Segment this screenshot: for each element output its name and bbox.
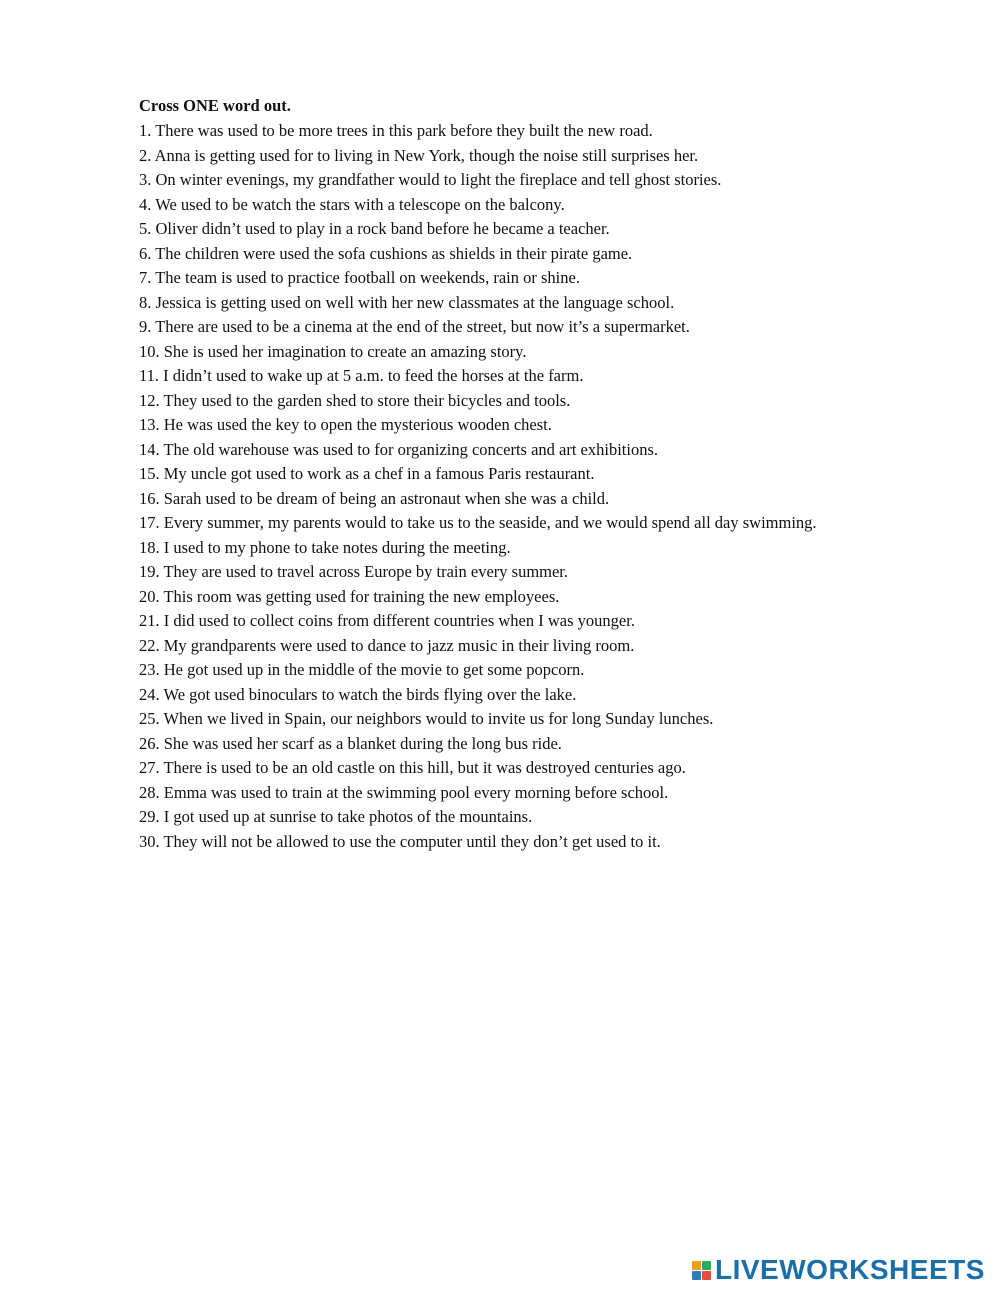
exercise-item: 26. She was used her scarf as a blanket during the long bus ride. — [139, 733, 562, 753]
exercise-item: 28. Emma was used to train at the swimming pool every morning before school. — [139, 782, 669, 802]
exercise-item: 12. They used to the garden shed to store their bicycles and tools. — [139, 390, 571, 410]
exercise-item: 27. There is used to be an old castle on this hill, but it was destroyed centuries ago. — [139, 758, 686, 777]
logo-mark-square — [692, 1261, 701, 1270]
exercise-item: 9. There are used to be a cinema at the end of the street, but now it’s a supermarket. — [139, 317, 690, 336]
logo-mark-square — [702, 1271, 711, 1280]
exercise-item: 13. He was used the key to open the mysterious wooden chest. — [139, 415, 552, 434]
exercise-item: 14. The old warehouse was used to for organizing concerts and art exhibitions. — [139, 439, 659, 459]
exercise-item: 16. Sarah used to be dream of being an astronaut when she was a child. — [139, 488, 610, 508]
exercise-item: 19. They are used to travel across Europe by train every summer. — [139, 562, 569, 581]
exercise-item: 6. The children were used the sofa cushions as shields in their pirate game. — [139, 243, 633, 263]
exercise-item: 23. He got used up in the middle of the movie to get some popcorn. — [139, 660, 585, 679]
exercise-item: 4. We used to be watch the stars with a telescope on the balcony. — [139, 194, 565, 214]
exercise-list — [139, 119, 879, 854]
exercise-item: 5. Oliver didn’t used to play in a rock band before he became a teacher. — [139, 219, 610, 238]
exercise-item: 20. This room was getting used for training the new employees. — [139, 586, 560, 606]
exercise-item: 17. Every summer, my parents would to take us to the seaside, and we would spend all day swimming. — [139, 513, 817, 532]
exercise-item: 7. The team is used to practice football on weekends, rain or shine. — [139, 268, 580, 287]
exercise-item: 22. My grandparents were used to dance to jazz music in their living room. — [139, 635, 635, 655]
exercise-item: 10. She is used her imagination to create an amazing story. — [139, 341, 527, 361]
liveworksheets-logo-icon — [692, 1261, 711, 1280]
exercise-item: 8. Jessica is getting used on well with her new classmates at the language school. — [139, 292, 675, 312]
logo-mark-square — [702, 1261, 711, 1270]
exercise-item: 24. We got used binoculars to watch the birds flying over the lake. — [139, 684, 577, 704]
exercise-item: 1. There was used to be more trees in this park before they built the new road. — [139, 121, 653, 140]
logo-mark-square — [692, 1271, 701, 1280]
exercise-item: 25. When we lived in Spain, our neighbors would to invite us for long Sunday lunches. — [139, 709, 714, 728]
exercise-item: 30. They will not be allowed to use the computer until they don’t get used to it. — [139, 831, 661, 851]
liveworksheets-logo — [692, 1255, 985, 1285]
exercise-item: 2. Anna is getting used for to living in New York, though the noise still surprises her. — [139, 145, 699, 165]
worksheet — [139, 95, 879, 854]
exercise-item: 15. My uncle got used to work as a chef in a famous Paris restaurant. — [139, 464, 595, 483]
exercise-item: 21. I did used to collect coins from different countries when I was younger. — [139, 611, 635, 630]
exercise-item: 3. On winter evenings, my grandfather would to light the fireplace and tell ghost stories. — [139, 170, 722, 189]
logo-text: LIVEWORKSHEETS — [715, 1254, 985, 1285]
exercise-item: 18. I used to my phone to take notes during the meeting. — [139, 537, 511, 557]
exercise-item: 11. I didn’t used to wake up at 5 a.m. to feed the horses at the farm. — [139, 366, 584, 385]
exercise-item: 29. I got used up at sunrise to take photos of the mountains. — [139, 807, 533, 826]
worksheet-instruction: Cross ONE word out. — [139, 96, 291, 115]
